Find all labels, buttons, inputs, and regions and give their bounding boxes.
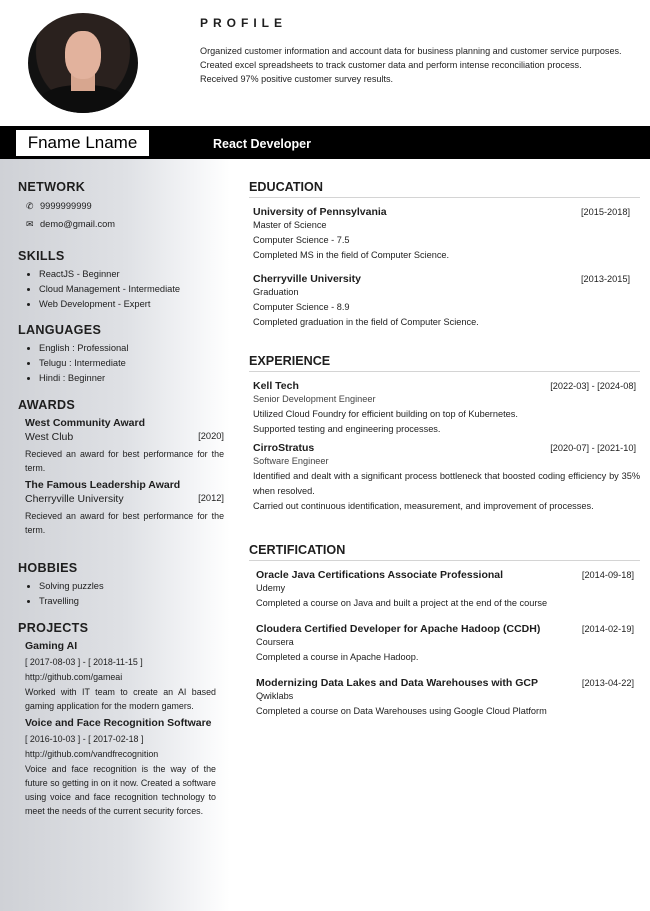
degree: Graduation: [253, 287, 299, 297]
experience-dates: [2020-07] - [2021-10]: [550, 443, 636, 453]
project-link[interactable]: http://github.com/vandfrecognition: [25, 749, 159, 759]
experience-line: Supported testing and engineering processes.: [253, 424, 441, 434]
certification-title: Oracle Java Certifications Associate Professional: [256, 569, 504, 581]
profile-heading: PROFILE: [200, 16, 288, 30]
experience-line: Carried out continuous identification, measurement, and improvement of processes.: [253, 501, 594, 511]
certification-description: Completed a course in Apache Hadoop.: [256, 652, 419, 662]
experience-entry: [253, 380, 640, 437]
certification-section: [249, 543, 640, 719]
project-title: Voice and Face Recognition Software: [25, 717, 212, 729]
email-row: [26, 215, 224, 233]
field-of-study: Computer Science - 7.5: [253, 235, 350, 245]
projects-section: [18, 621, 216, 818]
skills-section: [18, 249, 224, 312]
profile-summary: [200, 44, 640, 86]
profile-photo: [28, 13, 138, 113]
phone-icon: ✆: [26, 201, 34, 211]
experience-section: [249, 354, 640, 514]
experience-dates: [2022-03] - [2024-08]: [550, 381, 636, 391]
job-position: Software Engineer: [253, 456, 329, 466]
certification-issuer: Udemy: [256, 583, 286, 593]
projects-heading: PROJECTS: [18, 621, 89, 635]
list-item: • Hindi : Beginner: [39, 371, 224, 386]
email-address: demo@gmail.com: [40, 219, 116, 229]
certification-issuer: Qwiklabs: [256, 691, 294, 701]
education-heading: EDUCATION: [249, 180, 640, 198]
school-name: University of Pennsylvania: [253, 206, 387, 218]
languages-heading: LANGUAGES: [18, 323, 102, 337]
field-of-study: Computer Science - 8.9: [253, 302, 350, 312]
education-dates: [2013-2015]: [580, 274, 630, 284]
job-position: Senior Development Engineer: [253, 394, 376, 404]
list-item: • Travelling: [39, 594, 224, 609]
list-item: • Telugu : Intermediate: [39, 356, 224, 371]
skills-list: [18, 267, 224, 312]
project-dates: [ 2016-10-03 ] - [ 2017-02-18 ]: [25, 734, 144, 744]
experience-line: Utilized Cloud Foundry for efficient building on top of Kubernetes.: [253, 409, 518, 419]
hobbies-list: [18, 579, 224, 609]
project-description: Worked with IT team to create an AI based gaming application for the modern gamers.: [25, 687, 216, 711]
award-meta: [25, 493, 224, 505]
awards-section: [18, 398, 224, 537]
candidate-name: Fname Lname: [16, 130, 149, 156]
certification-issuer: Coursera: [256, 637, 294, 647]
certification-date: [2013-04-22]: [581, 678, 634, 688]
certification-description: Completed a course on Java and built a project at the end of the course: [256, 598, 548, 608]
certification-description: Completed a course on Data Warehouses using Google Cloud Platform: [256, 706, 547, 716]
award-date: [2012]: [198, 493, 224, 503]
experience-heading: EXPERIENCE: [249, 354, 640, 372]
education-description: Completed graduation in the field of Computer Science.: [253, 317, 479, 327]
list-item: • Solving puzzles: [39, 579, 224, 594]
list-item: • ReactJS - Beginner: [39, 267, 224, 282]
award-meta: [25, 431, 224, 443]
job-title: React Developer: [213, 137, 311, 151]
experience-line: Identified and dealt with a significant process bottleneck that boosted coding efficiency by 35% when resolved.: [253, 471, 640, 496]
mail-icon: ✉: [26, 219, 34, 229]
phone-number: 9999999999: [40, 201, 92, 211]
award-description: Recieved an award for best performance for the term.: [25, 511, 224, 535]
school-name: Cherryville University: [253, 273, 361, 285]
education-description: Completed MS in the field of Computer Science.: [253, 250, 450, 260]
network-section: [18, 180, 224, 233]
award-date: [2020]: [198, 431, 224, 441]
degree: Master of Science: [253, 220, 327, 230]
company-name: CirroStratus: [253, 442, 315, 454]
education-entry: [253, 206, 640, 263]
award-description: Recieved an award for best performance for the term.: [25, 449, 224, 473]
certification-date: [2014-02-19]: [581, 624, 634, 634]
network-heading: NETWORK: [18, 180, 86, 194]
project-dates: [ 2017-08-03 ] - [ 2018-11-15 ]: [25, 657, 143, 667]
languages-section: [18, 323, 224, 386]
profile-line: Organized customer information and account data for business planning and customer service purposes.: [200, 46, 622, 56]
education-entry: [253, 273, 640, 330]
certification-entry: [256, 677, 640, 719]
project-title: Gaming AI: [25, 640, 78, 652]
award-title: The Famous Leadership Award: [25, 479, 181, 491]
award-org: West Club: [25, 431, 74, 443]
languages-list: [18, 341, 224, 386]
project-link[interactable]: http://github.com/gameai: [25, 672, 123, 682]
list-item: • Cloud Management - Intermediate: [39, 282, 224, 297]
phone-row: [26, 197, 224, 215]
company-name: Kell Tech: [253, 380, 299, 392]
certification-entry: [256, 569, 640, 611]
skills-heading: SKILLS: [18, 249, 65, 263]
education-section: [249, 180, 640, 330]
education-dates: [2015-2018]: [580, 207, 630, 217]
hobbies-heading: HOBBIES: [18, 561, 78, 575]
experience-entry: [253, 442, 640, 514]
certification-entry: [256, 623, 640, 665]
list-item: • Web Development - Expert: [39, 297, 224, 312]
awards-heading: AWARDS: [18, 398, 76, 412]
project-description: Voice and face recognition is the way of the future so getting in on it now. Created a software using voice and face recognition technology to meet the needs of the current security forces.: [25, 764, 216, 816]
award-title: West Community Award: [25, 417, 145, 429]
profile-line: Created excel spreadsheets to track customer data and perform intense reconciliation process.: [200, 60, 582, 70]
certification-date: [2014-09-18]: [581, 570, 634, 580]
certification-title: Cloudera Certified Developer for Apache Hadoop (CCDH): [256, 623, 541, 635]
profile-line: Received 97% positive customer survey results.: [200, 74, 394, 84]
certification-heading: CERTIFICATION: [249, 543, 640, 561]
hobbies-section: [18, 561, 224, 609]
list-item: • English : Professional: [39, 341, 224, 356]
award-org: Cherryville University: [25, 493, 124, 505]
certification-title: Modernizing Data Lakes and Data Warehouses with GCP: [256, 677, 538, 689]
